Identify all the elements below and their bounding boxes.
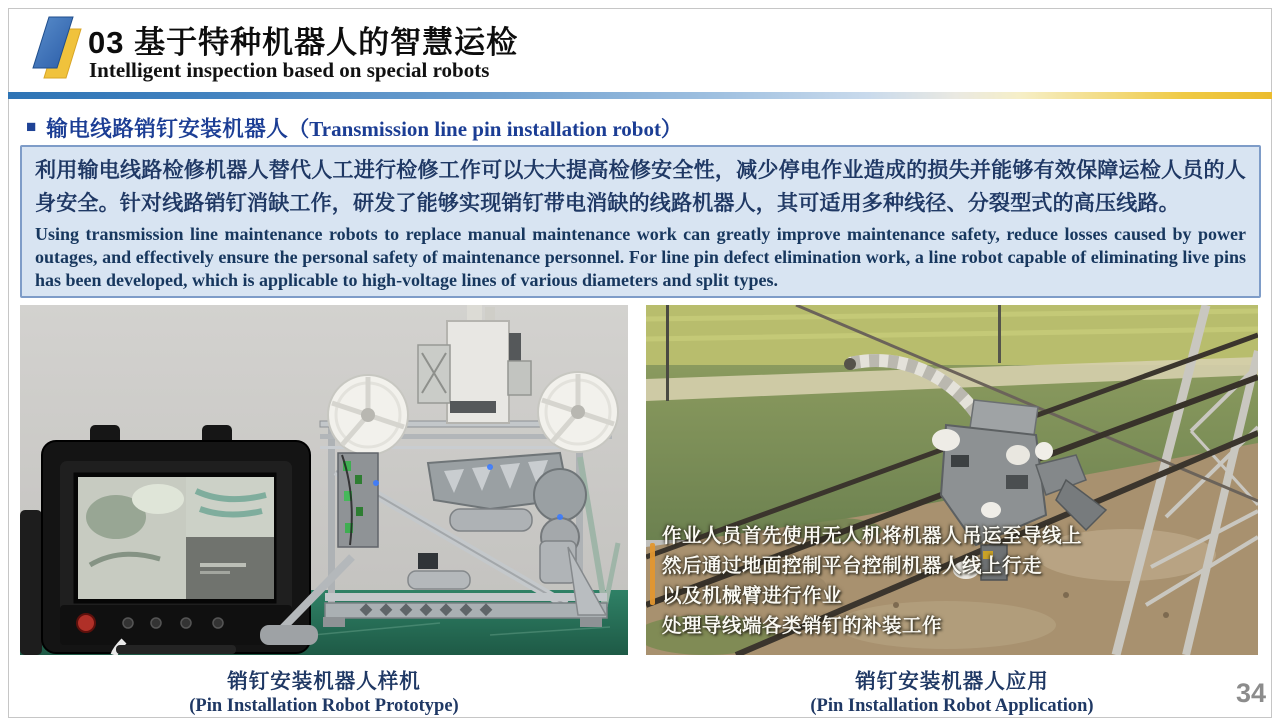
summary-text-zh: 利用输电线路检修机器人替代人工进行检修工作可以大大提高检修安全性，减少停电作业造成的损失并能够有效保障运检人员的人身安全。针对线路销钉消缺工作，研发了能够实现销钉带电消缺的线路机器人，其可适用多种线径、分裂型式的高压线路。 [35,159,1246,215]
application-caption [646,664,1258,717]
application-photo [646,305,1258,655]
overlay-line: 处理导线端各类销钉的补装工作 [662,615,943,637]
prototype-caption [20,664,628,717]
prototype-caption-en: (Pin Installation Robot Prototype) [189,696,459,716]
overlay-line: 然后通过地面控制平台控制机器人线上行走 [662,555,1043,577]
summary-box [20,145,1261,298]
prototype-photo-illustration [20,305,628,655]
overlay-line: 作业人员首先使用无人机将机器人吊运至导线上 [662,525,1083,547]
section-heading [26,112,682,143]
page-number: 34 [1235,678,1266,708]
page-subtitle: Intelligent inspection based on special robots [89,58,490,82]
application-caption-en: (Pin Installation Robot Application) [810,696,1094,716]
application-photo-caption-overlay [662,521,1082,641]
page-title: 03 基于特种机器人的智慧运检 [88,25,519,60]
section-bullet-icon: ■ [26,117,37,136]
summary-text-en: Using transmission line maintenance robots to replace manual maintenance work can greatly improve maintenance safety, reduce losses caused by power outages, and effectively ensure the personal safety of maintenance personnel. For line pin defect elimination work, a line robot capable of eliminating live pins has been developed, which is applicable to high-voltage lines of various diameters and split types. [35,224,1246,290]
section-heading-en: （Transmission line pin installation robot） [288,116,682,141]
prototype-caption-zh: 销钉安装机器人样机 [227,670,421,693]
overlay-line: 以及机械臂进行作业 [662,585,843,607]
prototype-photo [20,305,628,655]
slide-logo-icon [26,14,84,82]
application-caption-zh: 销钉安装机器人应用 [855,670,1049,693]
header-divider [8,92,1272,99]
section-heading-zh: 输电线路销钉安装机器人 [46,117,289,141]
